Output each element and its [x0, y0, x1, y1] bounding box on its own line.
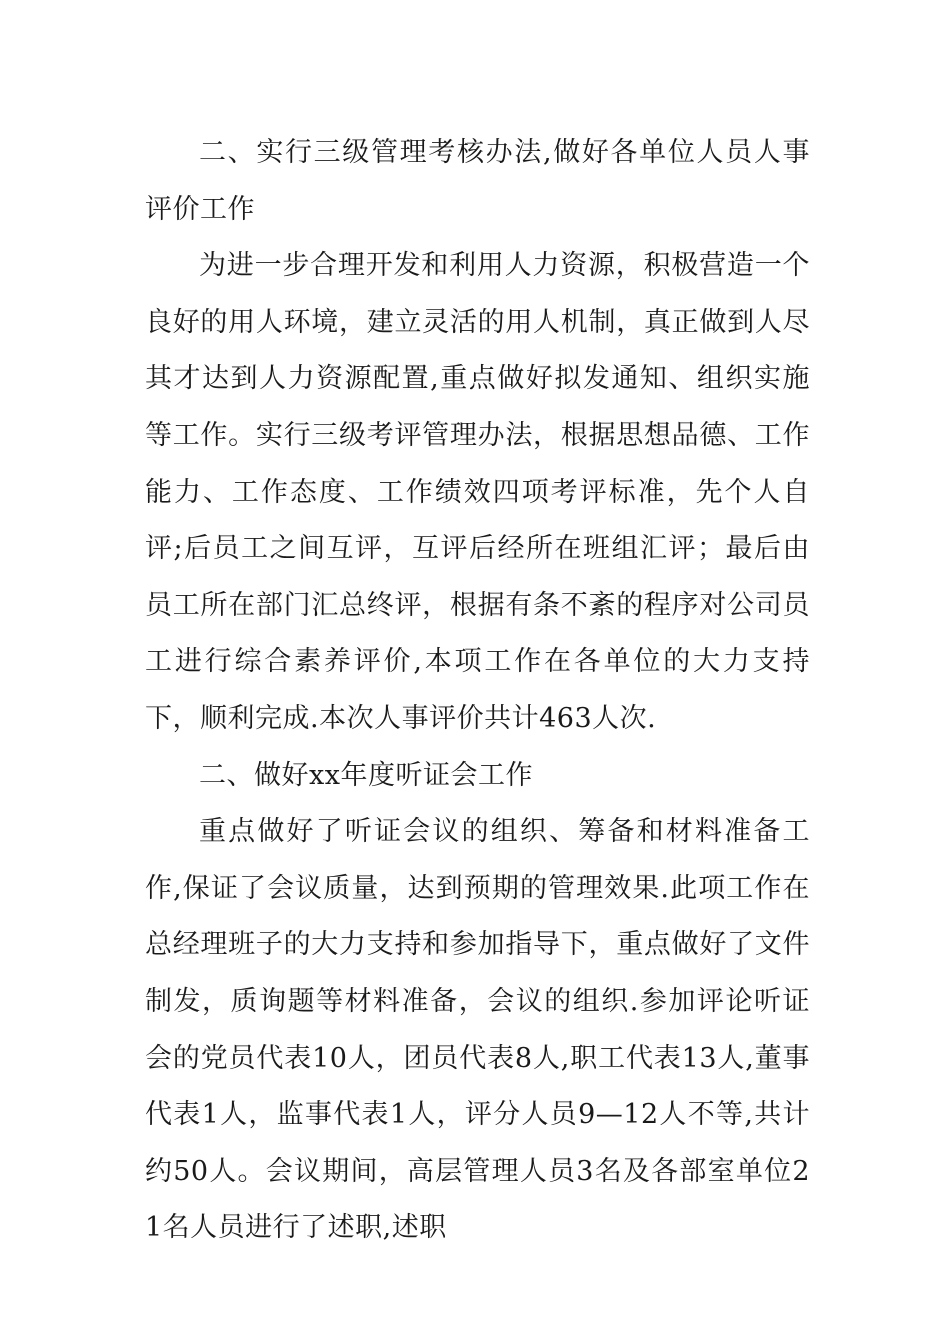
section-heading-personnel-evaluation: 二、实行三级管理考核办法,做好各单位人员人事评价工作 — [145, 137, 810, 225]
section-heading-hearing: 二、做好xx年度听证会工作 — [199, 759, 533, 791]
paragraph-hearing: 重点做好了听证会议的组织、筹备和材料准备工作,保证了会议质量，达到预期的管理效果.此项工作在总经理班子的大力支持和参加指导下，重点做好了文件制发，质询题等材料准备，会议的组织.参加评论听证会的党员代表10人，团员代表8人,职工代表13人,董事代表1人，监事代表1人，评分人员9—12人不等,共计约50人。会议期间，高层管理人员3名及各部室单位21名人员进行了述职,述职 — [145, 816, 810, 1244]
document-body — [145, 125, 810, 1257]
paragraph-personnel-evaluation: 为进一步合理开发和利用人力资源，积极营造一个良好的用人环境，建立灵活的用人机制，真正做到人尽其才达到人力资源配置,重点做好拟发通知、组织实施等工作。实行三级考评管理办法，根据思想品德、工作能力、工作态度、工作绩效四项考评标准，先个人自评;后员工之间互评，互评后经所在班组汇评；最后由员工所在部门汇总终评，根据有条不紊的程序对公司员工进行综合素养评价,本项工作在各单位的大力支持下，顺利完成.本次人事评价共计463人次. — [145, 250, 810, 734]
